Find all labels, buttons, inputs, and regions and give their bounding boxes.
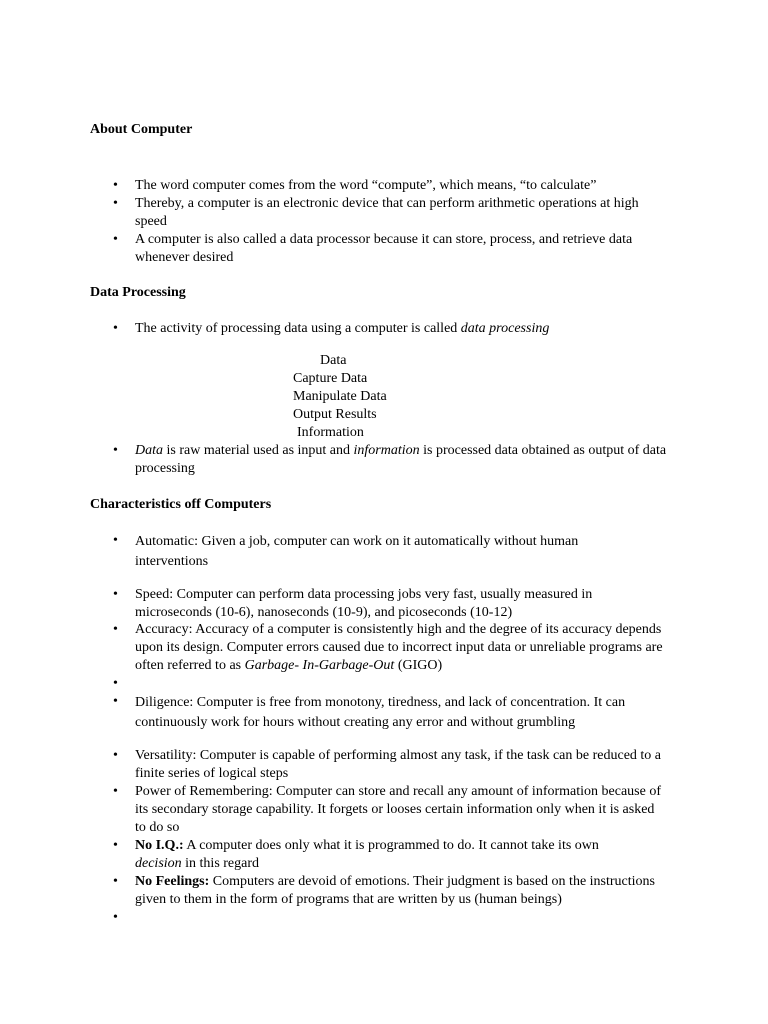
list-item: Power of Remembering: Computer can store and recall any amount of information because of its secondary storage capability. It forgets or looses certain information only when it is asked to do so <box>135 784 661 835</box>
bullet: • <box>113 321 118 336</box>
bullet: • <box>113 622 118 637</box>
list-item: No Feelings: Computers are devoid of emotions. Their judgment is based on the instructions given to them in the form of programs that are written by us (human beings) <box>135 874 655 907</box>
flow-step: Data <box>320 353 347 368</box>
heading-about-computer: About Computer <box>90 122 193 137</box>
bullet: • <box>113 232 118 247</box>
list-item: A computer is also called a data processor because it can store, process, and retrieve data whenever desired <box>135 232 633 265</box>
bullet: • <box>113 587 118 602</box>
bullet: • <box>113 838 118 853</box>
bullet: • <box>113 748 118 763</box>
bullet: • <box>113 178 118 193</box>
list-item: Thereby, a computer is an electronic device that can perform arithmetic operations at high speed <box>135 196 639 229</box>
bullet: • <box>113 676 118 691</box>
list-item: Data is raw material used as input and information is processed data obtained as output of data processing <box>135 443 667 476</box>
bullet: • <box>113 694 118 709</box>
list-item: Automatic: Given a job, computer can work on it automatically without human interventions <box>135 534 579 569</box>
bullet: • <box>113 910 118 925</box>
list-item: The activity of processing data using a computer is called data processing <box>135 321 550 336</box>
bullet: • <box>113 784 118 799</box>
flow-step: Output Results <box>293 407 377 422</box>
bullet: • <box>113 443 118 458</box>
list-item: Speed: Computer can perform data processing jobs very fast, usually measured in microseconds (10-6), nanoseconds (10-9), and picoseconds (10-12) <box>135 587 593 620</box>
heading-data-processing: Data Processing <box>90 285 186 300</box>
list-item: Diligence: Computer is free from monotony, tiredness, and lack of concentration. It can continuously work for hours without creating any error and without grumbling <box>135 695 626 730</box>
list-item: Versatility: Computer is capable of performing almost any task, if the task can be reduced to a finite series of logical steps <box>135 748 662 781</box>
list-item: Accuracy: Accuracy of a computer is consistently high and the degree of its accuracy depends upon its design. Computer errors caused due to incorrect input data or unreliable programs are often referred to as Garbage- In-Garbage-Out (GIGO) <box>135 622 663 673</box>
bullet: • <box>113 533 118 548</box>
list-item: The word computer comes from the word “compute”, which means, “to calculate” <box>135 178 597 193</box>
heading-characteristics: Characteristics off Computers <box>90 497 272 512</box>
bullet: • <box>113 196 118 211</box>
flow-step: Information <box>297 425 364 440</box>
bullet: • <box>113 874 118 889</box>
list-item: No I.Q.: A computer does only what it is programmed to do. It cannot take its own decision in this regard <box>135 838 599 871</box>
flow-step: Manipulate Data <box>293 389 387 404</box>
flow-step: Capture Data <box>293 371 368 386</box>
